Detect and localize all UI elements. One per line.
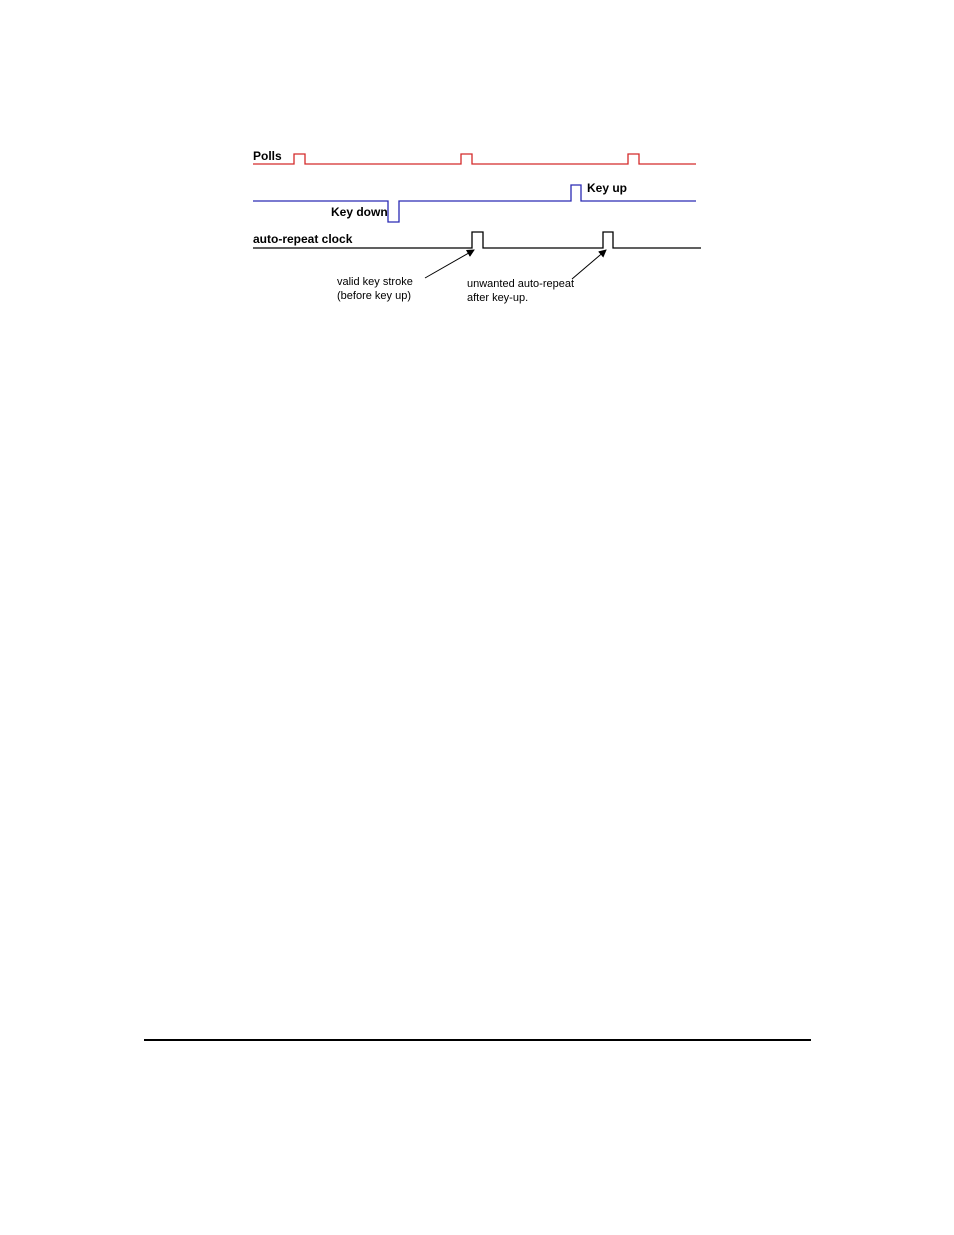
valid-stroke-note-line1: valid key stroke (337, 276, 413, 288)
valid-stroke-note-line2: (before key up) (337, 290, 411, 302)
key-down-label: Key down (331, 205, 388, 219)
unwanted-repeat-note-line1: unwanted auto-repeat (467, 278, 575, 290)
polls-waveform (253, 154, 696, 164)
key-up-label: Key up (587, 181, 628, 195)
auto-repeat-label: auto-repeat clock (253, 232, 353, 246)
footer-divider (144, 1039, 811, 1041)
valid-stroke-arrow (425, 250, 474, 278)
key-waveform (253, 185, 696, 222)
unwanted-repeat-arrow (572, 250, 606, 279)
polls-label: Polls (253, 149, 282, 163)
unwanted-repeat-note-line2: after key-up. (467, 292, 529, 304)
